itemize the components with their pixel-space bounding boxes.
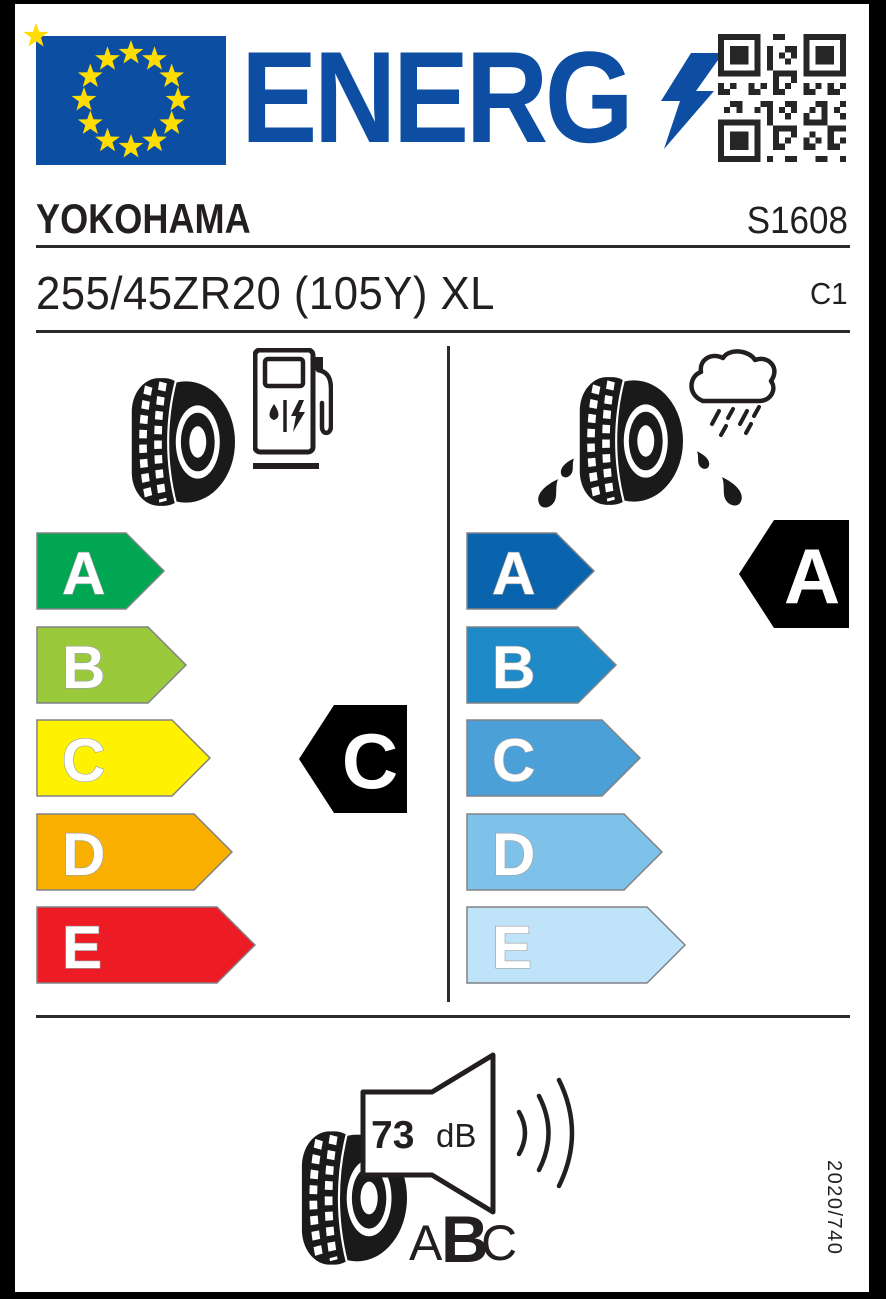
eu-flag	[36, 36, 226, 165]
tire-with-fuel-pump-icon	[120, 346, 335, 511]
wet-grade-label-e: E	[492, 914, 533, 981]
wet-grade-arrow-e	[466, 906, 687, 984]
sound-waves-icon	[519, 1080, 572, 1186]
tyre-class: C1	[810, 276, 848, 311]
fuel-rating-arrow	[297, 703, 409, 815]
wet-grade-arrow-d	[466, 813, 664, 891]
fuel-grade-arrow-a	[36, 532, 166, 610]
brand-name: YOKOHAMA	[36, 195, 251, 242]
fuel-grade-arrow-c	[36, 719, 212, 797]
model-code: S1608	[746, 200, 848, 242]
fuel-grade-label-c: C	[62, 727, 106, 794]
wet-grade-arrow-b	[466, 626, 618, 704]
fuel-grade-label-d: D	[62, 821, 106, 888]
noise-grade-a: A	[409, 1215, 443, 1271]
tyre-dimension: 255/45ZR20 (105Y) XL	[36, 267, 495, 319]
lightning-bolt-icon	[648, 53, 728, 149]
fuel-grade-arrow-b	[36, 626, 188, 704]
wet-grade-arrow-a	[466, 532, 596, 610]
tire-with-speaker-icon	[295, 1050, 595, 1275]
tire-with-rain-cloud-icon	[535, 345, 790, 513]
regulation-number: 2020/740	[823, 1160, 845, 1256]
fuel-grade-label-e: E	[62, 914, 103, 981]
energ-wordmark: ENERG	[241, 24, 631, 170]
wet-grade-label-d: D	[492, 821, 536, 888]
rain-cloud-icon	[692, 351, 775, 435]
noise-value: 73	[371, 1114, 415, 1157]
fuel-grade-arrow-e	[36, 906, 257, 984]
fuel-rating-letter: C	[341, 717, 399, 805]
noise-unit: dB	[436, 1117, 477, 1154]
wet-rating-letter: A	[783, 532, 841, 620]
fuel-grade-arrow-d	[36, 813, 234, 891]
fuel-grade-label-a: A	[62, 540, 106, 607]
center-divider	[447, 346, 450, 1002]
noise-grade-c: C	[481, 1215, 518, 1271]
qr-code	[718, 34, 846, 162]
wet-grade-arrow-c	[466, 719, 642, 797]
wet-grade-label-b: B	[492, 634, 536, 701]
divider-line-1	[36, 245, 850, 248]
wet-grade-label-c: C	[492, 727, 536, 794]
wet-grade-label-a: A	[492, 540, 536, 607]
wet-rating-arrow	[737, 518, 851, 630]
noise-grade-b: B	[441, 1202, 489, 1276]
divider-line-2	[36, 330, 850, 333]
divider-line-3	[36, 1015, 850, 1018]
fuel-grade-label-b: B	[62, 634, 106, 701]
